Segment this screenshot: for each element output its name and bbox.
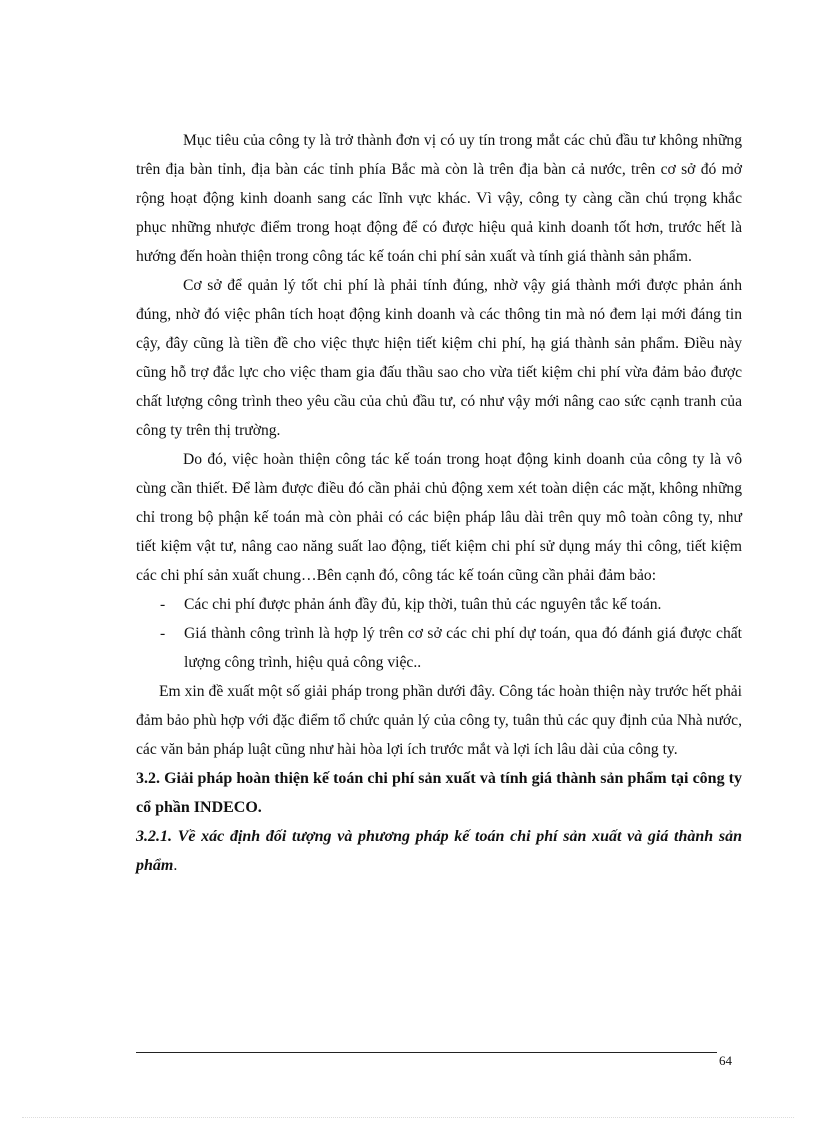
paragraph-objective: Mục tiêu của công ty là trở thành đơn vị có uy tín trong mắt các chủ đầu tư không những trên địa bàn tỉnh, địa bàn các tỉnh phía Bắc mà còn là trên địa bàn cả nước, trên cơ sở đó mở rộng hoạt động kinh doanh sang các lĩnh vực khác. Vì vậy, công ty càng cần chú trọng khắc phục những nhược điểm trong hoạt động để có được hiệu quả kinh doanh tốt hơn, trước hết là hướng đến hoàn thiện trong công tác kế toán chi phí sản xuất và tính giá thành sản phẩm.: [136, 132, 742, 265]
subsection-heading-period: .: [173, 857, 178, 874]
page-number: 64: [719, 1053, 732, 1068]
page-edge-dots: [22, 1117, 794, 1118]
page-body: [136, 126, 742, 880]
footer-divider: [136, 1052, 717, 1053]
bullet-text: Các chi phí được phản ánh đầy đủ, kịp thời, tuân thủ các nguyên tắc kế toán.: [184, 596, 662, 613]
subsection-heading: [136, 822, 742, 880]
bullet-item: [136, 619, 742, 677]
paragraph-improvement: Do đó, việc hoàn thiện công tác kế toán trong hoạt động kinh doanh của công ty là vô cùng cần thiết. Để làm được điều đó cần phải chủ động xem xét toàn diện các mặt, không những chỉ trong bộ phận kế toán mà còn phải có các biện pháp lâu dài trên quy mô toàn công ty, như tiết kiệm vật tư, nâng cao năng suất lao động, tiết kiệm chi phí sử dụng máy thi công, tiết kiệm các chi phí sản xuất chung…Bên cạnh đó, công tác kế toán cũng cần phải đảm bảo:: [136, 451, 742, 584]
bullet-marker: -: [160, 625, 166, 642]
paragraph-cost-basis: Cơ sở để quản lý tốt chi phí là phải tính đúng, nhờ vậy giá thành mới được phản ánh đúng, nhờ đó việc phân tích hoạt động kinh doanh và các thông tin mà nó đem lại mới đáng tin cậy, đây cũng là tiền đề cho việc thực hiện tiết kiệm chi phí, hạ giá thành sản phẩm. Điều này cũng hỗ trợ đắc lực cho việc tham gia đấu thầu sao cho vừa tiết kiệm chi phí vừa đảm bảo được chất lượng công trình theo yêu cầu của chủ đầu tư, có như vậy mới nâng cao sức cạnh tranh của công ty trên thị trường.: [136, 277, 742, 439]
bullet-marker: -: [160, 596, 166, 613]
bullet-item: [136, 590, 742, 619]
paragraph-proposal: Em xin đề xuất một số giải pháp trong phần dưới đây. Công tác hoàn thiện này trước hết phải đảm bảo phù hợp với đặc điểm tổ chức quản lý của công ty, tuân thủ các quy định của Nhà nước, các văn bản pháp luật cũng như hài hòa lợi ích trước mắt và lợi ích lâu dài của công ty.: [136, 683, 742, 758]
bullet-text: Giá thành công trình là hợp lý trên cơ sở các chi phí dự toán, qua đó đánh giá được chất lượng công trình, hiệu quả công việc..: [184, 625, 742, 671]
section-heading: 3.2. Giải pháp hoàn thiện kế toán chi phí sản xuất và tính giá thành sản phẩm tại công ty cổ phần INDECO.: [136, 770, 742, 816]
subsection-heading-text: 3.2.1. Về xác định đối tượng và phương pháp kế toán chi phí sản xuất và giá thành sản phẩm: [136, 828, 742, 874]
